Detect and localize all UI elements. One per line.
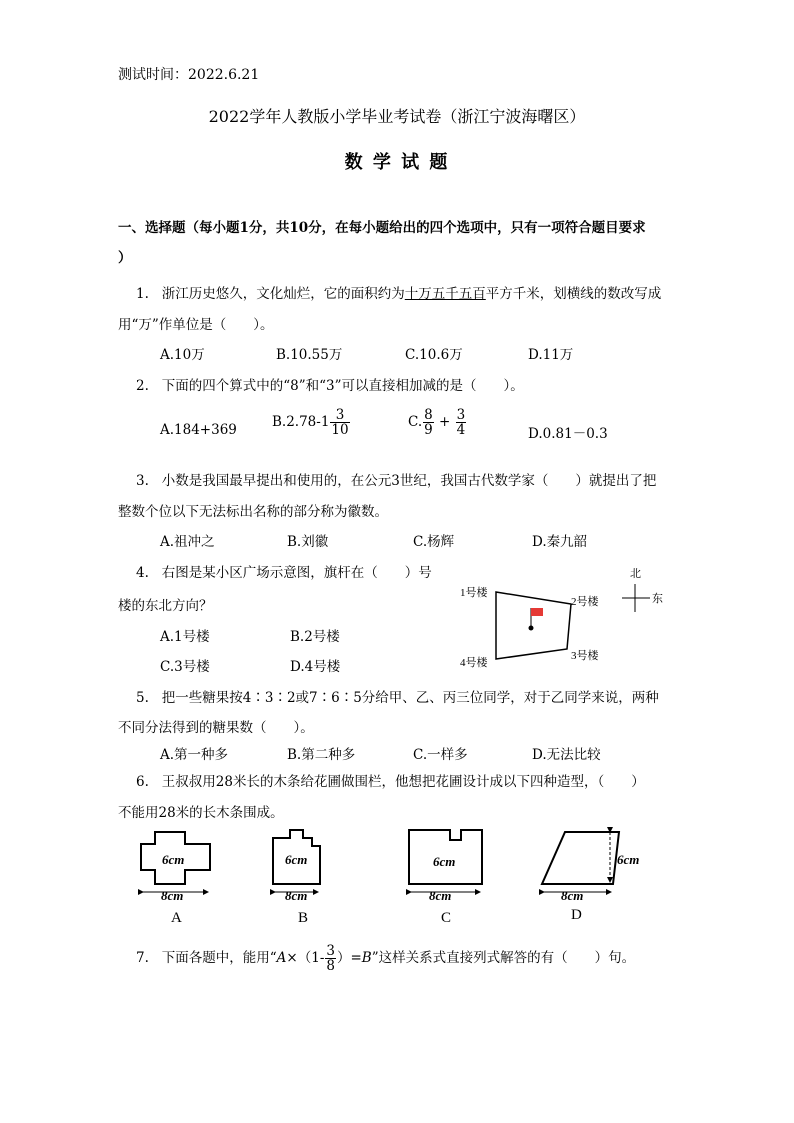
shape-c-width-label: 8cm — [429, 888, 452, 903]
shape-d — [542, 832, 639, 923]
q1-text-a: 浙江历史悠久，文化灿烂，它的面积约为 — [161, 286, 405, 302]
shape-d-width-label: 8cm — [561, 888, 584, 903]
shape-c-letter: C — [441, 910, 452, 926]
q2-option-b[interactable] — [272, 408, 351, 437]
q2-b-numerator: 3 — [330, 408, 349, 423]
q2-c-fraction-2 — [456, 408, 467, 437]
q4-option-a[interactable]: A.1号楼 — [160, 629, 210, 645]
shape-d-letter: D — [571, 907, 582, 923]
q4-option-c[interactable]: C.3号楼 — [160, 659, 210, 675]
q5-option-a[interactable]: A.第一种多 — [160, 747, 229, 763]
q7-stem — [136, 944, 635, 973]
q2-number: 2. — [136, 378, 149, 394]
shape-b-height-label: 6cm — [285, 852, 308, 867]
flag-icon — [531, 608, 543, 616]
q2-c-denominator-2: 4 — [456, 422, 466, 439]
q1-option-d[interactable]: D.11万 — [528, 347, 574, 363]
building-1-label: 1号楼 — [460, 587, 488, 599]
q2-option-d[interactable]: D.0.81－0.3 — [528, 426, 608, 442]
flagpole-base — [529, 626, 534, 631]
q3-stem-line2: 整数个位以下无法标出名称的部分称为徽数。 — [118, 504, 388, 520]
q7-fraction — [325, 944, 336, 973]
q2-stem — [136, 374, 524, 394]
q1-underlined-number: 十万五千五百 — [404, 286, 486, 302]
q7-var-a: A — [276, 950, 287, 967]
shape-b — [273, 830, 320, 926]
q3-option-c[interactable]: C.杨辉 — [413, 534, 455, 550]
shape-c — [409, 830, 482, 926]
q4-stem-line2: 楼的东北方向？ — [118, 598, 213, 614]
q1-text-b: 平方千米，划横线的数改写成 — [485, 286, 662, 302]
compass-east-label: 东 — [652, 593, 663, 605]
exam-title: 2022学年人教版小学毕业考试卷（浙江宁波海曙区） — [208, 107, 586, 126]
test-time: 测试时间：2022.6.21 — [118, 67, 260, 83]
shape-a-height-label: 6cm — [162, 852, 185, 867]
section-heading: 一、选择题（每小题1分，共10分，在每小题给出的四个选项中，只有一项符合题目要求 — [118, 220, 646, 236]
q7-numerator: 3 — [326, 943, 335, 959]
q7-denominator: 8 — [326, 958, 335, 975]
q2-option-a[interactable]: A.184+369 — [160, 422, 237, 438]
q2-option-b-prefix: B.2.78-1 — [272, 414, 330, 431]
q4-number: 4. — [136, 565, 149, 581]
q1-option-c[interactable]: C.10.6万 — [405, 347, 463, 363]
q5-stem — [136, 686, 659, 706]
q2-option-c-prefix: C. — [408, 414, 423, 431]
q5-option-d[interactable]: D.无法比较 — [532, 747, 601, 763]
q2-c-numerator-1: 8 — [424, 407, 433, 423]
q4-option-d[interactable]: D.4号楼 — [290, 659, 341, 675]
q3-option-a[interactable]: A.祖冲之 — [160, 534, 215, 550]
section-heading-end: ） — [118, 250, 132, 266]
q6-stem — [136, 770, 645, 790]
shape-a-width-label: 8cm — [161, 888, 184, 903]
building-4-label: 4号楼 — [460, 657, 488, 669]
q5-text: 把一些糖果按4∶3∶2或7∶6∶5分给甲、乙、丙三位同学，对于乙同学来说，两种 — [161, 690, 659, 706]
q1-number: 1. — [136, 286, 149, 302]
q3-number: 3. — [136, 473, 149, 489]
q5-option-b[interactable]: B.第二种多 — [287, 747, 356, 763]
q4-text: 右图是某小区广场示意图，旗杆在（ ）号 — [161, 565, 432, 581]
q7-text-a: 下面各题中，能用“ — [161, 950, 277, 967]
q3-text: 小数是我国最早提出和使用的，在公元3世纪，我国古代数学家（ ）就提出了把 — [161, 473, 657, 489]
q2-b-denominator: 10 — [331, 422, 349, 439]
shape-a-letter: A — [171, 910, 182, 926]
q4-option-b[interactable]: B.2号楼 — [290, 629, 340, 645]
q5-number: 5. — [136, 690, 149, 706]
q2-option-c[interactable] — [408, 408, 467, 437]
building-3-label: 3号楼 — [571, 650, 599, 662]
q2-c-numerator-2: 3 — [456, 407, 466, 423]
q5-stem-line2: 不同分法得到的糖果数（ ）。 — [118, 720, 314, 736]
q4-stem — [136, 561, 432, 581]
q3-option-b[interactable]: B.刘徽 — [287, 534, 329, 550]
q3-option-d[interactable]: D.秦九韶 — [532, 534, 588, 550]
shape-d-height-label: 6cm — [617, 852, 640, 867]
q2-option-b-fraction — [330, 408, 349, 437]
q6-text: 王叔叔用28米长的木条给花圃做围栏，他想把花圃设计成以下四种造型，（ ） — [161, 774, 645, 790]
q7-number: 7. — [136, 950, 149, 967]
q7-var-b: B — [361, 950, 372, 967]
shape-b-width-label: 8cm — [285, 888, 308, 903]
q2-c-fraction-1 — [423, 408, 434, 437]
shape-c-height-label: 6cm — [433, 854, 456, 869]
q6-stem-line2: 不能用28米的长木条围成。 — [118, 805, 284, 821]
q7-text-b: ”这样关系式直接列式解答的有（ ）句。 — [371, 950, 636, 967]
q1-stem-line2: 用“万”作单位是（ ）。 — [118, 317, 274, 333]
q7-formula-b: ×（1- — [286, 950, 325, 967]
plaza-outline — [496, 592, 571, 659]
exam-subtitle: 数 学 试 题 — [344, 152, 450, 173]
q1-option-b[interactable]: B.10.55万 — [276, 347, 343, 363]
shape-a — [141, 832, 210, 926]
building-2-label: 2号楼 — [571, 596, 599, 608]
q3-stem — [136, 469, 656, 489]
compass-north-label: 北 — [630, 568, 641, 580]
q5-option-c[interactable]: C.一样多 — [413, 747, 468, 763]
fence-shapes — [125, 822, 695, 932]
plaza-diagram — [450, 560, 690, 675]
q2-c-plus: + — [439, 414, 451, 431]
q7-formula-c: ）= — [336, 950, 362, 967]
shape-b-letter: B — [298, 910, 309, 926]
q2-c-denominator-1: 9 — [424, 422, 433, 439]
q6-number: 6. — [136, 774, 149, 790]
q2-text: 下面的四个算式中的“8”和“3”可以直接相加减的是（ ）。 — [161, 378, 524, 394]
q1-stem — [136, 282, 661, 302]
q1-option-a[interactable]: A.10万 — [160, 347, 205, 363]
